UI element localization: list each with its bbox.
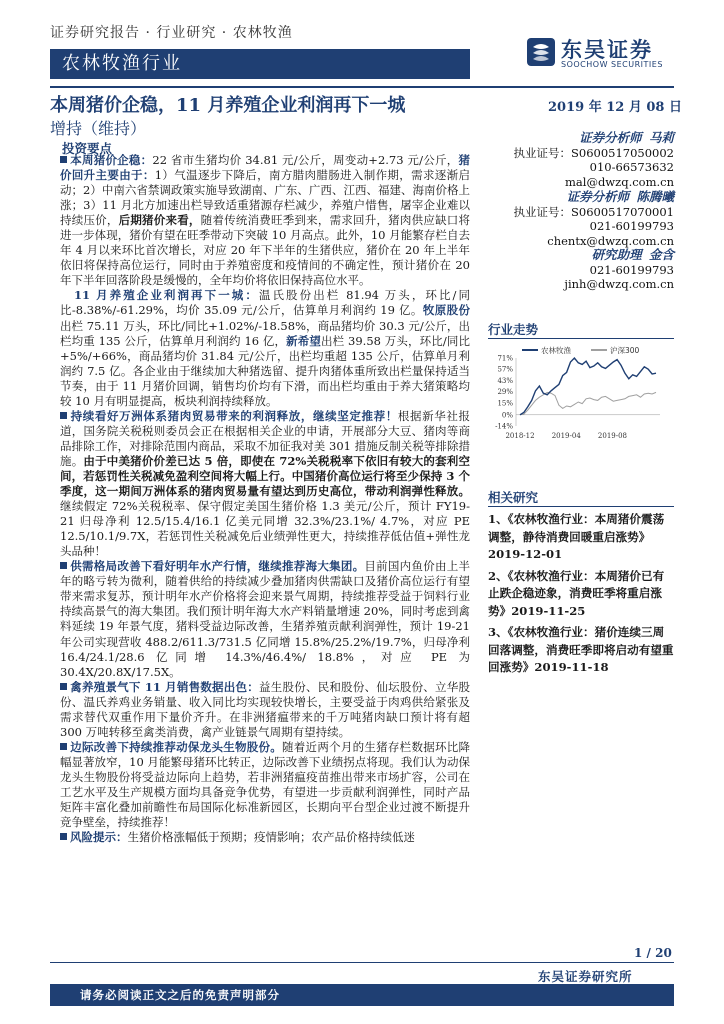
- logo-text-cn: 东吴证券: [561, 38, 653, 62]
- trend-rule: [488, 338, 674, 339]
- paragraph-4: 供需格局改善下看好明年水产行情，继续推荐海大集团。目前国内鱼价由上半年的略亏转为微利，随着供给的持续减少叠加猪肉供需缺口及猪价高位运行有望带来需求复苏，预计明年水产价格将会迎来景气周期，持续推荐受益于饲料行业持续高景气的海大集团。我们预计明年海大水产料销量增速 20%，同时考虑到禽料延续 19 年景气度，猪料受益边际改善，生猪养殖贡献利润弹性，预计 19-21 年公司实现营收 488.2/611.3/731.5 亿同增 15.8%/25.2%/19.7%，归母净利 16.4/24.1/28.6 亿同增 14.3%/46.4%/ 18.8%，对应 PE 为 30.4X/20.8X/17.5X。: [60, 559, 471, 679]
- bullet-icon: [60, 743, 67, 750]
- analyst-phone: 021-60199793: [589, 262, 674, 277]
- footer-org: 东吴证券研究所: [538, 969, 633, 984]
- analyst-phone: 021-60199793: [589, 219, 674, 234]
- x-tick-label: 2019-08: [597, 432, 628, 440]
- analyst-name: 陈腾曦: [636, 189, 674, 204]
- related-rule: [488, 506, 674, 507]
- bottom-rule: [50, 962, 674, 963]
- related-item[interactable]: 3、《农林牧渔行业：猪价连续三周回落调整，消费旺季即将启动有望重回涨势》2019-11-18: [488, 625, 674, 674]
- paragraph-5: 禽养殖景气下 11 月销售数据出色：益生股份、民和股份、仙坛股份、立华股份、温氏养鸡业务销量、收入同比均实现较快增长，主要受益于肉鸡供给紧张及需求替代双重作用下量价齐升。在非洲猪瘟带来的千万吨猪肉缺口预计将有超 300 万吨转移至禽类消费，禽产业链景气周期有望持续。: [60, 679, 471, 739]
- series-line-农林牧渔: [520, 358, 656, 415]
- analyst-email[interactable]: jinh@dwzq.com.cn: [564, 277, 674, 292]
- x-tick-label: 2019-04: [551, 432, 581, 440]
- bullet-icon: [60, 683, 67, 690]
- bullet-icon: [60, 833, 67, 840]
- paragraph-6: 边际改善下持续推荐动保龙头生物股份。随着近两个月的生猪存栏数据环比降幅显著放窄，10 月能繁母猪环比转正，边际改善下业绩拐点将现。我们认为动保龙头生物股份将受益边际向上趋势，若非洲猪瘟疫苗推出带来市场扩容，公司在工艺水平及生产规模方面均具备竞争优势，有望进一步贡献利润弹性，同时产品矩阵丰富化叠加前瞻性布局国际化标准新园区，长期向平台型企业过渡不断提升竞争壁垒，持续推荐！: [60, 739, 471, 830]
- analyst-name: 金含: [648, 247, 674, 262]
- paragraph-1: 本周猪价企稳：22 省市生猪均价 34.81 元/公斤，周变动+2.73 元/公斤，猪价回升主要由于：1）气温逐步下降后，南方腊肉腊肠进入制作期，需求逐渐启动；2）中南六省禁调政策实施导致湖南、广东、广西、江西、福建、海南价格上涨；3）11 月北方加速出栏导致适重猪源存栏减少，养殖户惜售，屠宰企业难以持续压价，后期猪价来看，随着传统消费旺季到来，需求回升，猪肉供应缺口将进一步体现，猪价有望在旺季带动下突破 10 月高点。此外，10 月能繁存栏自去年 4 月以来环比首次增长，对应 20 年下半年的生猪供应，猪价在 20 年上半年依旧将保持高位运行，同时由于养殖密度和疫情间的不确定性，预计猪价在 20 年下半年回落阶段是缓慢的，全年均价将依旧保持高位水平。: [60, 153, 471, 288]
- logo-mark-icon: [527, 38, 555, 66]
- analyst-role: 证券分析师: [566, 189, 630, 204]
- legend-label-series-1: 农林牧渔: [541, 346, 571, 355]
- analyst-role: 研究助理: [591, 247, 642, 262]
- paragraph-3: 持续看好万洲体系猪肉贸易带来的利润释放，继续坚定推荐！根据新华社报道，国务院关税税则委员会正在根据相关企业的申请，开展部分大豆、猪肉等商品排除工作，对排除范围内商品，采取不加征我对美 301 措施反制关税等排除措施。由于中美猪价价差已达 5 倍，即使在 72%关税税率下依旧有较大的套利空间，若惩罚性关税减免盈利空间将大幅上行。中国猪价高位运行将至少保持 3 个季度，这一期间万洲体系的猪肉贸易量有望达到历史高位，带动利润弹性释放。继续假定 72%关税税率、保守假定美国生猪价格 1.3 美元/公斤，预计 FY19-21 归母净利 12.5/15.4/16.1 亿美元同增 32.3%/23.1%/ 4.7%，对应 PE 12.5/10.1/9.7X，若惩罚性关税减免后业绩弹性更大，持续推荐低估值+弹性龙头品种！: [60, 408, 470, 559]
- analyst-block-1: 证券分析师 马莉 执业证号：S0600517050002 010-66573632 mal@dwzq.com.cn: [484, 131, 674, 189]
- y-tick-label: -14%: [495, 422, 513, 431]
- related-label: 相关研究: [488, 490, 539, 505]
- y-tick-label: 57%: [497, 365, 513, 374]
- brand-logo: [527, 36, 697, 72]
- bullet-icon: [60, 156, 67, 163]
- paragraph-2: 11 月养殖企业利润再下一城：温氏股份出栏 81.94 万头，环比/同比-8.38%/-61.29%，均价 35.09 元/公斤，估算单月利润约 19 亿。牧原股份出栏 75.11 万头，环比/同比+1.02%/-18.58%，商品猪均价 30.3 元/公斤，出栏均重 135 公斤，估算单月利润约 16 亿，新希望出栏 39.58 万头，环比/同比+5%/+66%，商品猪均价 31.84 元/公斤，出栏均重超 135 公斤，估算单月利润约 7.5 亿。各企业由于继续加大种猪选留、提升肉猪体重所致出栏量保持适当节奏，由于 11 月猪价回调，销售均价均有下滑，而出栏均重由于养大猪策略均较 10 月有明显提高，板块利润持续释放。: [60, 288, 471, 408]
- related-list: [488, 511, 674, 681]
- trend-chart: [488, 344, 674, 444]
- disclaimer-text: 请务必阅读正文之后的免责声明部分: [80, 988, 280, 1002]
- report-breadcrumb: 证券研究报告 · 行业研究 · 农林牧渔: [50, 25, 293, 41]
- trend-label: 行业走势: [488, 322, 539, 337]
- analyst-block-3: [484, 248, 674, 292]
- paragraph-7: 风险提示：生猪价格涨幅低于预期；疫情影响；农产品价格持续低迷: [60, 830, 470, 845]
- report-title: 本周猪价企稳，11 月养殖企业利润再下一城: [50, 95, 406, 116]
- y-tick-label: 15%: [497, 399, 513, 408]
- y-tick-label: 0%: [501, 411, 513, 420]
- y-tick-label: 43%: [497, 376, 513, 385]
- analyst-role: 证券分析师: [579, 130, 642, 145]
- investment-highlights: [60, 153, 470, 845]
- y-tick-label: 29%: [497, 388, 513, 397]
- related-item[interactable]: 2、《农林牧渔行业：本周猪价已有止跌企稳迹象，消费旺季将重启涨势》2019-11-25: [488, 568, 665, 618]
- section-heading: 投资要点: [62, 141, 113, 156]
- top-rule: [50, 86, 674, 88]
- legend-label-series-2: 沪深300: [610, 346, 640, 355]
- y-tick-label: 71%: [497, 354, 513, 363]
- analyst-cert: S0600517050002: [571, 145, 674, 160]
- report-date: 2019 年 12 月 08 日: [548, 100, 682, 115]
- series-line-沪深300: [520, 392, 656, 414]
- page-number: 1 / 20: [634, 946, 672, 960]
- bullet-icon: [60, 562, 67, 569]
- analyst-block-2: 证券分析师 陈腾曦 执业证号：S0600517070001 021-60199793 chentx@dwzq.com.cn: [484, 190, 674, 248]
- rating: 增持（维持）: [50, 119, 147, 138]
- analyst-phone: 010-66573632: [589, 160, 674, 175]
- logo-text-en: SOOCHOW SECURITIES: [561, 60, 663, 69]
- sector-band: 农林牧渔行业: [50, 49, 470, 79]
- related-item[interactable]: 1、《农林牧渔行业：本周猪价震荡调整，静待消费回暖重启涨势》2019-12-01: [488, 512, 665, 561]
- analyst-email[interactable]: mal@dwzq.com.cn: [565, 174, 674, 189]
- analyst-cert: S0600517070001: [571, 204, 674, 219]
- analyst-name: 马莉: [648, 130, 674, 145]
- bullet-icon: [60, 412, 67, 419]
- x-tick-label: 2018-12: [505, 432, 535, 440]
- analyst-email[interactable]: chentx@dwzq.com.cn: [547, 233, 674, 248]
